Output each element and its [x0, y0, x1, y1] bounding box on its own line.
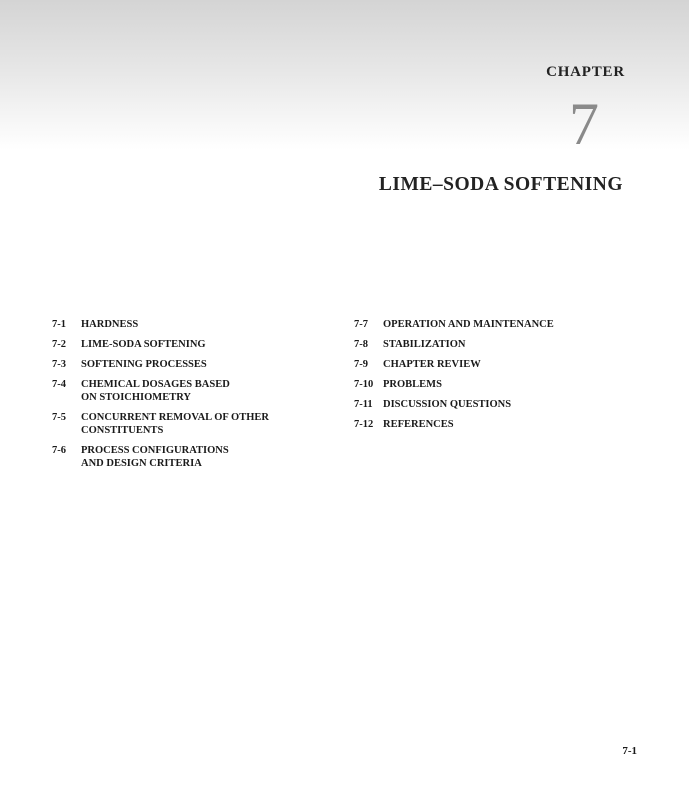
toc-item	[52, 358, 332, 371]
toc-item	[354, 358, 644, 371]
toc-section-number: 7-5	[52, 412, 66, 423]
toc-section-title: CHEMICAL DOSAGES BASED ON STOICHIOMETRY	[81, 379, 230, 403]
toc-section-title: STABILIZATION	[383, 339, 466, 350]
toc-section-number: 7-12	[354, 419, 374, 430]
toc-item	[52, 378, 332, 404]
toc-section-number: 7-7	[354, 319, 368, 330]
toc-section-title: REFERENCES	[383, 419, 454, 430]
toc-section-number: 7-3	[52, 359, 66, 370]
toc-section-title: PROBLEMS	[383, 379, 442, 390]
table-of-contents-right	[354, 318, 644, 438]
toc-section-number: 7-1	[52, 319, 66, 330]
toc-section-number: 7-2	[52, 339, 66, 350]
toc-section-title: SOFTENING PROCESSES	[81, 359, 207, 370]
toc-section-title: LIME-SODA SOFTENING	[81, 339, 206, 350]
toc-item	[354, 318, 644, 331]
toc-item	[52, 411, 332, 437]
toc-item	[354, 398, 644, 411]
toc-item	[52, 444, 332, 470]
toc-section-title: HARDNESS	[81, 319, 139, 330]
toc-section-number: 7-4	[52, 379, 66, 390]
page-number: 7-1	[622, 745, 637, 757]
toc-section-title: OPERATION AND MAINTENANCE	[383, 319, 554, 330]
toc-section-title: CHAPTER REVIEW	[383, 359, 481, 370]
toc-item	[354, 338, 644, 351]
toc-section-number: 7-11	[354, 399, 373, 410]
chapter-title: LIME–SODA SOFTENING	[378, 174, 623, 195]
toc-item	[52, 318, 332, 331]
toc-section-number: 7-9	[354, 359, 368, 370]
toc-item	[52, 338, 332, 351]
table-of-contents-left	[52, 318, 332, 477]
toc-section-number: 7-10	[354, 379, 374, 390]
toc-section-number: 7-6	[52, 445, 66, 456]
chapter-label: CHAPTER	[546, 64, 625, 80]
toc-item	[354, 418, 644, 431]
toc-section-title: CONCURRENT REMOVAL OF OTHER CONSTITUENTS	[81, 412, 269, 436]
toc-section-title: PROCESS CONFIGURATIONS AND DESIGN CRITERIA	[81, 445, 229, 469]
toc-section-title: DISCUSSION QUESTIONS	[383, 399, 512, 410]
chapter-number: 7	[569, 91, 599, 157]
toc-item	[354, 378, 644, 391]
toc-section-number: 7-8	[354, 339, 368, 350]
